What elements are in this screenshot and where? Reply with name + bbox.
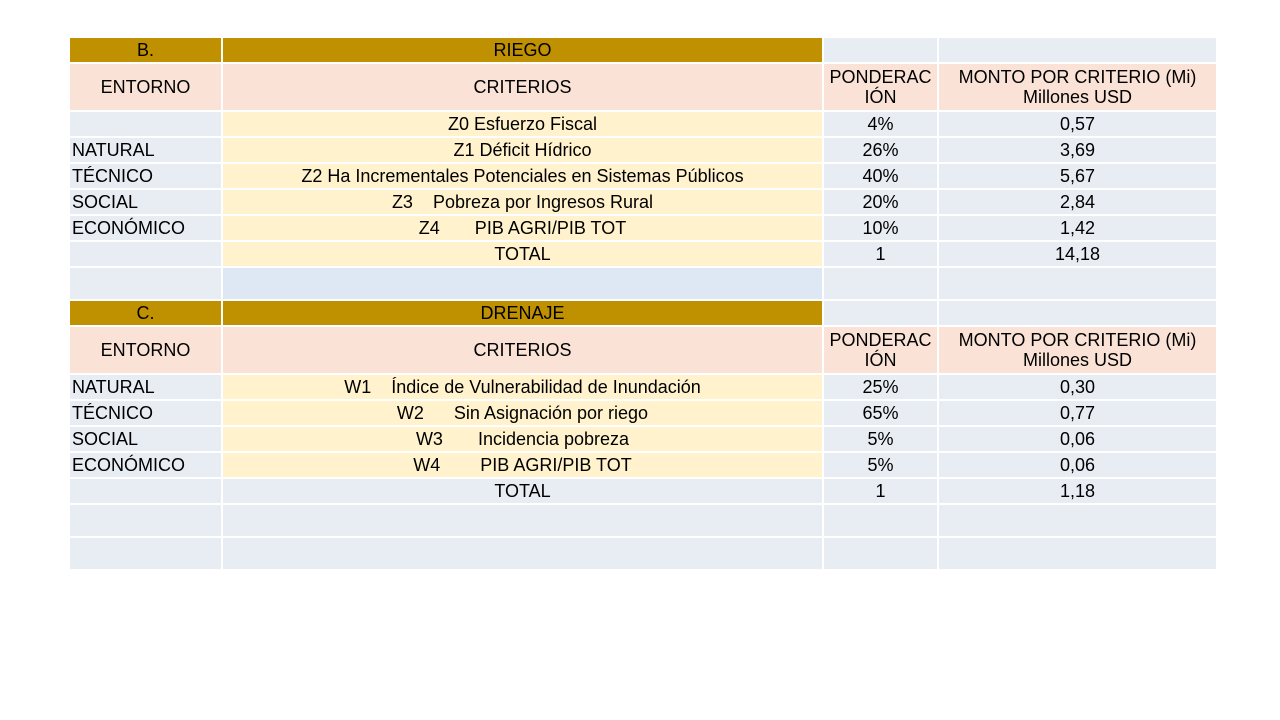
riego-section-title: RIEGO xyxy=(222,37,823,63)
cell-criterio: Z0 Esfuerzo Fiscal xyxy=(222,111,823,137)
empty-cell xyxy=(69,504,222,537)
cell-ponderacion: 5% xyxy=(823,426,938,452)
cell-monto: 0,06 xyxy=(938,426,1217,452)
empty-cell xyxy=(69,537,222,570)
table-row xyxy=(69,215,1217,241)
header-ponderacion xyxy=(823,326,938,374)
cell-criterio: Z4 PIB AGRI/PIB TOT xyxy=(222,215,823,241)
drenaje-header-row xyxy=(69,326,1217,374)
header-entorno: ENTORNO xyxy=(69,63,222,111)
spacer-row xyxy=(69,537,1217,570)
riego-header-row xyxy=(69,63,1217,111)
header-criterios: CRITERIOS xyxy=(222,326,823,374)
cell-criterio: W2 Sin Asignación por riego xyxy=(222,400,823,426)
cell-entorno: SOCIAL xyxy=(69,189,222,215)
table-row xyxy=(69,400,1217,426)
riego-total-row xyxy=(69,241,1217,267)
header-monto-line1: MONTO POR CRITERIO (Mi) xyxy=(958,67,1197,87)
header-monto-line2: Millones USD xyxy=(1022,350,1133,370)
empty-cell xyxy=(938,504,1217,537)
total-monto: 14,18 xyxy=(938,241,1217,267)
empty-cell xyxy=(222,504,823,537)
empty-cell xyxy=(938,267,1217,300)
cell-criterio: Z3 Pobreza por Ingresos Rural xyxy=(222,189,823,215)
table-row xyxy=(69,163,1217,189)
cell-entorno: TÉCNICO xyxy=(69,163,222,189)
cell-monto: 0,77 xyxy=(938,400,1217,426)
total-monto: 1,18 xyxy=(938,478,1217,504)
cell-monto: 1,42 xyxy=(938,215,1217,241)
cell-ponderacion: 4% xyxy=(823,111,938,137)
empty-cell xyxy=(222,537,823,570)
cell-ponderacion: 5% xyxy=(823,452,938,478)
riego-title-row xyxy=(69,37,1217,63)
header-ponderacion-line2: IÓN xyxy=(864,87,897,107)
cell-ponderacion: 20% xyxy=(823,189,938,215)
cell-entorno: NATURAL xyxy=(69,374,222,400)
cell-monto: 0,30 xyxy=(938,374,1217,400)
drenaje-section-title: DRENAJE xyxy=(222,300,823,326)
header-ponderacion-line1: PONDERAC xyxy=(829,330,932,350)
cell-entorno: NATURAL xyxy=(69,137,222,163)
empty-cell xyxy=(938,37,1217,63)
cell-entorno: SOCIAL xyxy=(69,426,222,452)
cell-monto: 2,84 xyxy=(938,189,1217,215)
empty-cell xyxy=(823,504,938,537)
total-ponderacion: 1 xyxy=(823,478,938,504)
table-row xyxy=(69,189,1217,215)
table-row xyxy=(69,452,1217,478)
cell-monto: 3,69 xyxy=(938,137,1217,163)
drenaje-total-row xyxy=(69,478,1217,504)
header-ponderacion-line2: IÓN xyxy=(864,350,897,370)
empty-cell xyxy=(823,37,938,63)
cell-ponderacion: 65% xyxy=(823,400,938,426)
cell-monto: 0,57 xyxy=(938,111,1217,137)
table-row xyxy=(69,137,1217,163)
header-monto-line1: MONTO POR CRITERIO (Mi) xyxy=(958,330,1197,350)
spacer-row xyxy=(69,267,1217,300)
cell-ponderacion: 25% xyxy=(823,374,938,400)
empty-cell xyxy=(823,537,938,570)
table-row xyxy=(69,374,1217,400)
cell-ponderacion: 10% xyxy=(823,215,938,241)
cell-criterio: Z2 Ha Incrementales Potenciales en Sistemas Públicos xyxy=(222,163,823,189)
spacer-row xyxy=(69,504,1217,537)
empty-cell xyxy=(69,267,222,300)
header-entorno: ENTORNO xyxy=(69,326,222,374)
cell-ponderacion: 26% xyxy=(823,137,938,163)
drenaje-section-code: C. xyxy=(69,300,222,326)
cell-criterio: Z1 Déficit Hídrico xyxy=(222,137,823,163)
cell-entorno: ECONÓMICO xyxy=(69,452,222,478)
empty-cell xyxy=(938,537,1217,570)
empty-cell xyxy=(823,300,938,326)
criteria-table xyxy=(68,36,1218,571)
empty-cell xyxy=(222,267,823,300)
cell-entorno xyxy=(69,111,222,137)
cell-monto: 5,67 xyxy=(938,163,1217,189)
drenaje-title-row xyxy=(69,300,1217,326)
cell-criterio: W1 Índice de Vulnerabilidad de Inundación xyxy=(222,374,823,400)
empty-cell xyxy=(69,478,222,504)
empty-cell xyxy=(823,267,938,300)
riego-section-code: B. xyxy=(69,37,222,63)
header-monto xyxy=(938,63,1217,111)
empty-cell xyxy=(938,300,1217,326)
total-ponderacion: 1 xyxy=(823,241,938,267)
empty-cell xyxy=(69,241,222,267)
header-ponderacion-line1: PONDERAC xyxy=(829,67,932,87)
cell-monto: 0,06 xyxy=(938,452,1217,478)
total-label: TOTAL xyxy=(222,478,823,504)
cell-criterio: W4 PIB AGRI/PIB TOT xyxy=(222,452,823,478)
header-monto xyxy=(938,326,1217,374)
header-monto-line2: Millones USD xyxy=(1022,87,1133,107)
total-label: TOTAL xyxy=(222,241,823,267)
cell-entorno: ECONÓMICO xyxy=(69,215,222,241)
cell-criterio: W3 Incidencia pobreza xyxy=(222,426,823,452)
table-row xyxy=(69,426,1217,452)
header-criterios: CRITERIOS xyxy=(222,63,823,111)
cell-ponderacion: 40% xyxy=(823,163,938,189)
header-ponderacion xyxy=(823,63,938,111)
table-row xyxy=(69,111,1217,137)
cell-entorno: TÉCNICO xyxy=(69,400,222,426)
